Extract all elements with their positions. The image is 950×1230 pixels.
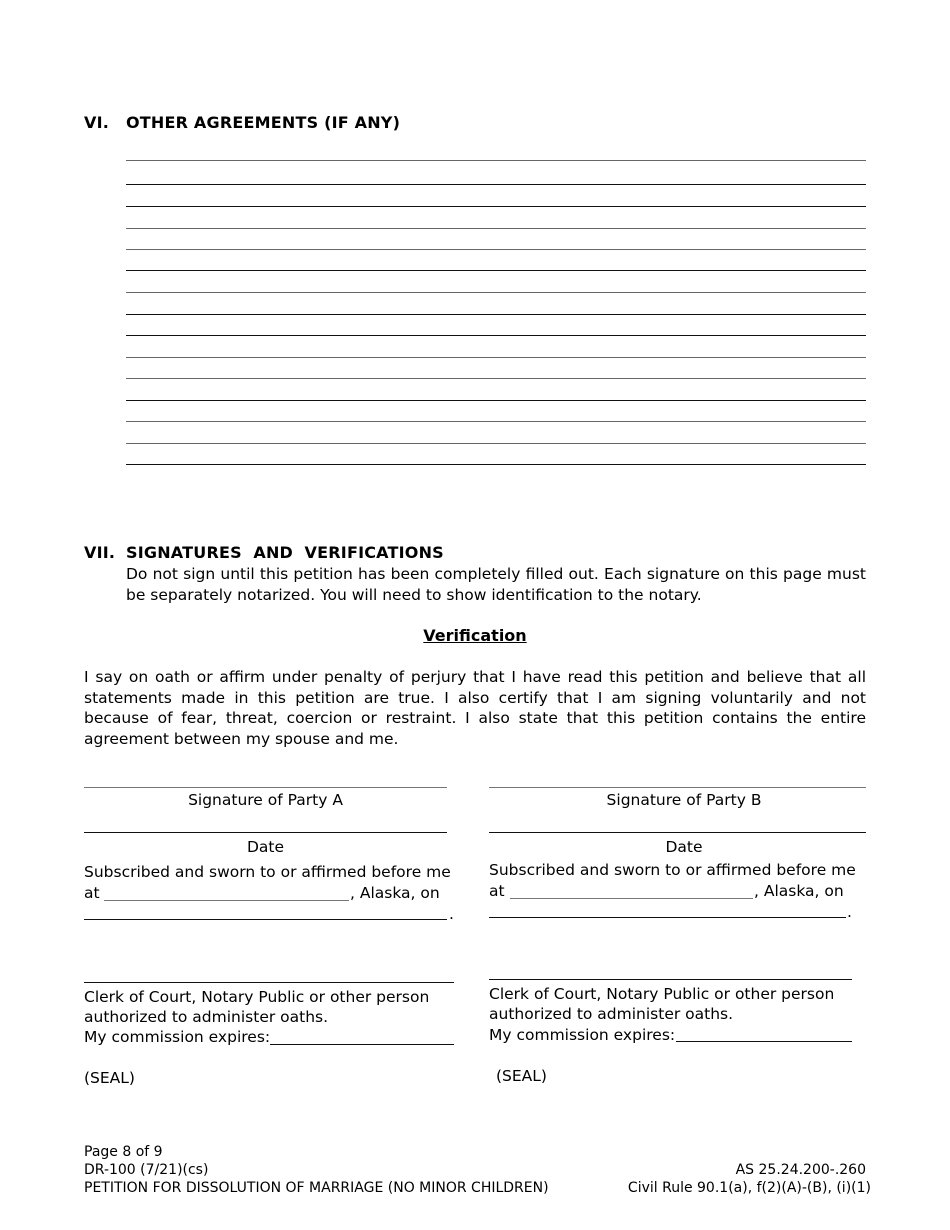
page-number: Page 8 of 9 xyxy=(84,1144,163,1160)
party-a-date-line[interactable] xyxy=(84,832,447,833)
agreement-line[interactable] xyxy=(126,400,866,401)
party-b-clerk-signature-line[interactable] xyxy=(489,979,852,980)
form-id: DR-100 (7/21)(cs) xyxy=(84,1162,209,1178)
party-b-commission-label: My commission expires: xyxy=(489,1026,676,1044)
agreement-line[interactable] xyxy=(126,184,866,185)
agreement-line[interactable] xyxy=(126,292,866,293)
section-6-title: OTHER AGREEMENTS (IF ANY) xyxy=(126,113,401,132)
party-b-clerk-authority: authorized to administer oaths. xyxy=(489,1005,734,1023)
party-a-commission-field[interactable] xyxy=(270,1044,454,1045)
agreement-line[interactable] xyxy=(126,206,866,207)
verification-heading: Verification xyxy=(423,626,527,645)
party-a-at-label: at xyxy=(84,884,100,902)
party-b-seal: (SEAL) xyxy=(496,1067,547,1085)
party-b-commission-field[interactable] xyxy=(676,1041,852,1042)
party-a-seal: (SEAL) xyxy=(84,1069,135,1087)
party-b-period: . xyxy=(847,903,852,921)
section-7-title: SIGNATURES AND VERIFICATIONS xyxy=(126,543,444,562)
party-a-clerk-authority: authorized to administer oaths. xyxy=(84,1008,329,1026)
party-b-at-label: at xyxy=(489,882,505,900)
party-a-period: . xyxy=(449,905,454,923)
party-a-commission-label: My commission expires: xyxy=(84,1028,271,1046)
agreement-line[interactable] xyxy=(126,228,866,229)
party-b-sworn-text: Subscribed and sworn to or affirmed before me xyxy=(489,861,856,879)
party-a-location-field[interactable] xyxy=(104,900,349,901)
party-a-sworn-text: Subscribed and sworn to or affirmed before me xyxy=(84,863,451,881)
party-a-clerk-signature-line[interactable] xyxy=(84,982,454,983)
agreement-line[interactable] xyxy=(126,378,866,379)
party-b-alaska-on: , Alaska, on xyxy=(754,882,844,900)
civil-rule-reference: Civil Rule 90.1(a), f(2)(A)-(B), (i)(1) xyxy=(627,1180,871,1196)
section-7-number: VII. xyxy=(84,543,116,562)
party-a-alaska-on: , Alaska, on xyxy=(350,884,440,902)
agreement-line[interactable] xyxy=(126,270,866,271)
party-a-clerk-title: Clerk of Court, Notary Public or other person xyxy=(84,988,430,1006)
party-b-clerk-title: Clerk of Court, Notary Public or other person xyxy=(489,985,835,1003)
agreement-line[interactable] xyxy=(126,335,866,336)
party-b-location-field[interactable] xyxy=(510,898,753,899)
party-a-signature-label: Signature of Party A xyxy=(188,791,343,809)
verification-statement: I say on oath or affirm under penalty of perjury that I have read this petition and believe that all statements made in this petition are true. I also certify that I am signing voluntarily and not because of fear, threat, coercion or restraint. I also state that this petition contains the entire agreement between my spouse and me. xyxy=(84,668,866,748)
party-b-date-line[interactable] xyxy=(489,832,866,833)
party-a-date-label: Date xyxy=(246,838,285,856)
agreement-line[interactable] xyxy=(126,160,866,161)
party-b-signature-label: Signature of Party B xyxy=(606,791,762,809)
agreement-line[interactable] xyxy=(126,421,866,422)
signing-instructions: Do not sign until this petition has been completely filled out. Each signature on this page must be separately notarized. You will need to show identification to the notary. xyxy=(126,565,866,604)
agreement-line[interactable] xyxy=(126,443,866,444)
statute-reference: AS 25.24.200-.260 xyxy=(735,1162,866,1178)
party-b-sworn-date-field[interactable] xyxy=(489,917,846,918)
party-a-sworn-date-field[interactable] xyxy=(84,919,447,920)
party-a-signature-line[interactable] xyxy=(84,787,447,788)
agreement-line[interactable] xyxy=(126,249,866,250)
agreement-line[interactable] xyxy=(126,464,866,465)
party-b-signature-line[interactable] xyxy=(489,787,866,788)
section-6-number: VI. xyxy=(84,113,110,132)
party-b-date-label: Date xyxy=(665,838,703,856)
agreement-line[interactable] xyxy=(126,357,866,358)
agreement-line[interactable] xyxy=(126,314,866,315)
form-title: PETITION FOR DISSOLUTION OF MARRIAGE (NO MINOR CHILDREN) xyxy=(84,1180,549,1196)
